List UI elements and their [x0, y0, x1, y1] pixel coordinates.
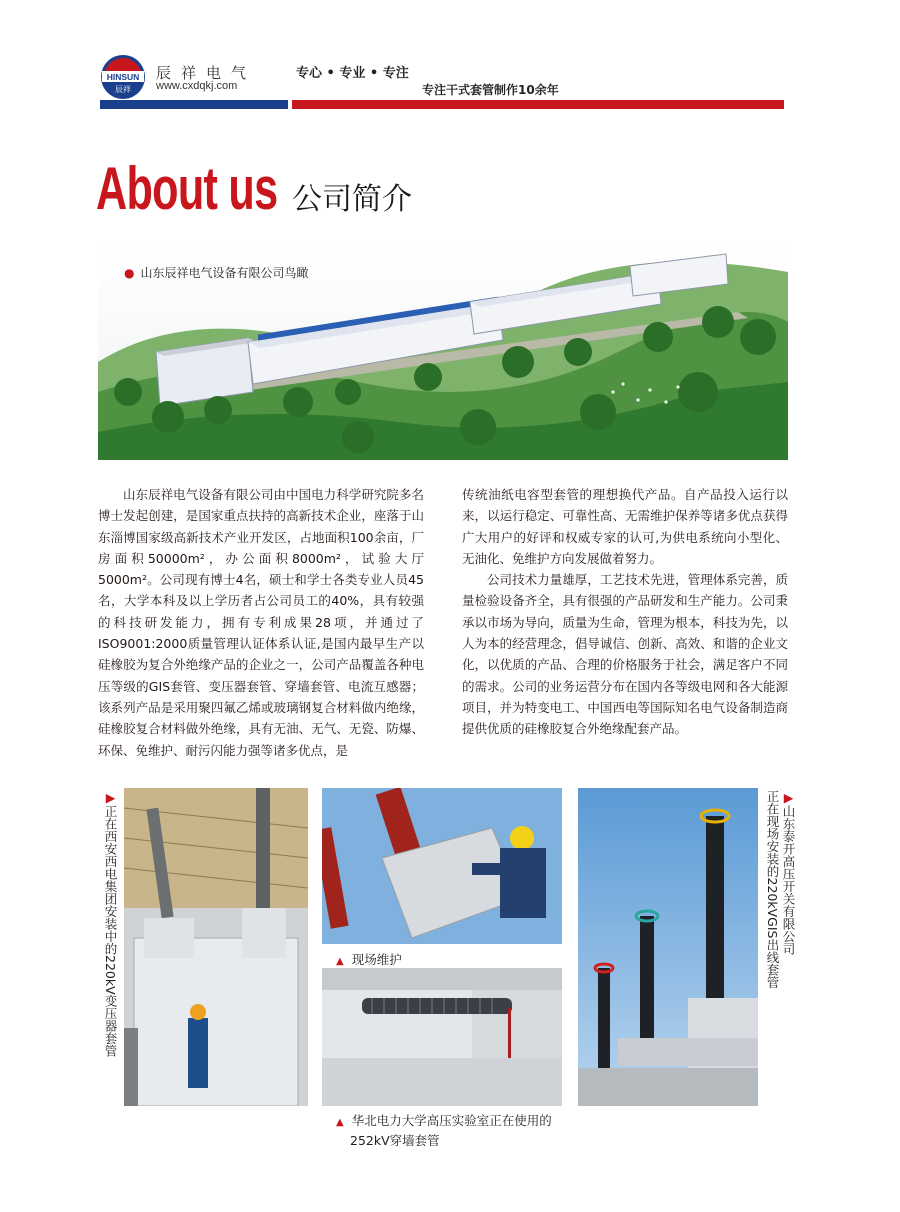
- photo-caption-1: [102, 790, 118, 1110]
- photo-caption-3-line1: 华北电力大学高压实验室正在使用的: [351, 1113, 552, 1128]
- photo-caption-2: [336, 950, 402, 968]
- company-name: 辰祥电气: [156, 64, 257, 82]
- title-english: About us: [96, 155, 278, 222]
- photo-transformer-bushing: [124, 788, 308, 1106]
- triangle-marker-icon: ▲: [336, 1117, 344, 1128]
- body-paragraph: 山东辰祥电气设备有限公司由中国电力科学研究院多名博士发起创建，是国家重点扶持的高新技术企业，座落于山东淄博国家级高新技术产业开发区，占地面积100余亩，厂房面积50000m²，办公面积8000m²，试验大厅5000m²。公司现有博士4名，硕士和学士各类专业人员45名，大学本科及以上学历者占公司员工的40%，具有较强的科技研发能力，拥有专利成果28项，并通过了ISO9001:2000质量管理认证体系认证,是国内最早生产以硅橡胶为复合外绝缘产品的企业之一，公司产品覆盖各种电压等级的GIS套管、变压器套管、穿墙套管、电流互感器；该系列产品是采用聚四氟乙烯或玻璃钢复合材料做内绝缘，硅橡胶复合材料做外绝缘，具有无油、无气、无瓷、防爆、环保、免维护、耐污闪能力强等诸多优点，是: [98, 487, 424, 758]
- header-bar-red: [292, 100, 784, 109]
- triangle-marker-icon: ▲: [336, 956, 344, 967]
- aerial-caption-text: 山东辰祥电气设备有限公司鸟瞰: [140, 266, 309, 280]
- header-bar-blue: [100, 100, 288, 109]
- company-logo: [100, 54, 146, 100]
- photo-caption-3: [336, 1112, 552, 1150]
- triangle-marker-icon: ▶: [103, 790, 118, 805]
- photo-caption-4-line2: 正在现场安装的220kVGIS出线套管: [765, 790, 780, 989]
- tagline: 专注干式套管制作10余年: [422, 83, 559, 97]
- photo-caption-3-line2: 252kV穿墙套管: [350, 1133, 440, 1148]
- body-paragraph: 公司技术力量雄厚，工艺技术先进，管理体系完善，质量检验设备齐全，具有很强的产品研发和生产能力。公司秉承以市场为导向，质量为生命，管理为根本，科技为先，以人为本的经营理念，倡导诚信、创新、高效、和谐的企业文化，以优质的产品、合理的价格服务于社会，满足客户不同的需求。公司的业务运营分布在国内各等级电网和各大能源项目，并为特变电工、中国西电等国际知名电气设备制造商提供优质的硅橡胶复合外绝缘配套产品。: [462, 572, 788, 737]
- bullet-dot-icon: ●: [124, 266, 135, 280]
- aerial-caption: [124, 264, 309, 281]
- photo-field-maintenance: [322, 788, 562, 944]
- photo-caption-1-text: 正在西安西电集团安装中的220kV变压器套管: [103, 805, 118, 1058]
- body-column-right: [462, 484, 788, 740]
- triangle-marker-icon: ▶: [781, 790, 796, 805]
- photo-caption-4: [764, 790, 796, 1110]
- photo-gis-bushings: [578, 788, 758, 1106]
- slogan: 专心 • 专业 • 专注: [296, 66, 409, 81]
- body-paragraph: 传统油纸电容型套管的理想换代产品。自产品投入运行以来，以运行稳定、可靠性高、无需维护保养等诸多优点获得广大用户的好评和权威专家的认可,为供电系统向小型化、无油化、免维护方向发展做着努力。: [462, 487, 788, 566]
- photo-wall-bushing-lab: [322, 968, 562, 1106]
- photo-caption-4-line1: 山东泰开高压开关有限公司: [781, 805, 796, 955]
- logo-sub-text: 辰祥: [115, 85, 131, 94]
- title-chinese: 公司简介: [292, 182, 412, 217]
- company-url[interactable]: www.cxdqkj.com: [156, 80, 238, 92]
- logo-text: HINSUN: [106, 72, 140, 82]
- body-column-left: [98, 484, 424, 761]
- photo-caption-2-text: 现场维护: [351, 952, 402, 967]
